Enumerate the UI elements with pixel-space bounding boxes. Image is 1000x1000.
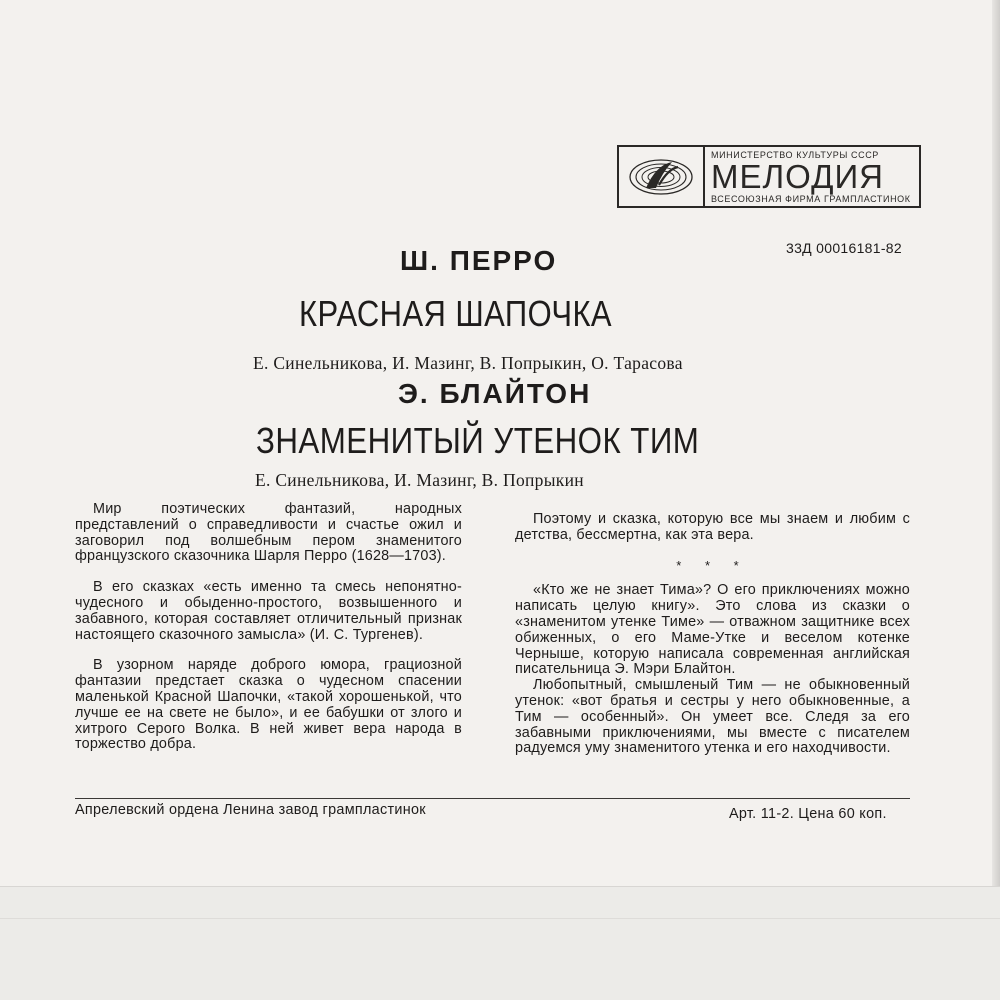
performers-work-2: Е. Синельникова, И. Мазинг, В. Попрыкин [255,470,584,490]
price-line: Арт. 11-2. Цена 60 коп. [729,806,887,822]
right-intro-paragraph: Поэтому и сказка, которую все мы знаем и любим с детства, бессмертна, как эта вера. [515,511,910,543]
sleeve-right-edge [992,0,1000,1000]
right-paragraph-1: «Кто же не знает Тима»? О его приключениях можно написать целую книгу». Это слова из сказки о «знаменитом утенке Тиме» — отважном защитнике всех обиженных, о его Маме-Утке и веселом котенке Черныше, которую написала современная английская писательница Э. Мэри Блайтон. [515,582,910,678]
melodiya-logo [617,145,921,208]
logo-brand-name: МЕЛОДИЯ [711,157,884,195]
melodiya-emblem-icon [619,147,705,206]
right-paragraph-2: Любопытный, смышленый Тим — не обыкновенный утенок: «вот братья и сестры у него обыкновенные, а Тим — особенный». Он умеет все. Следя за его забавными приключениями, мы вместе с писателем радуемся уму знаменитого утенка и его находчивости. [515,677,910,757]
melodiya-wordmark [705,147,919,206]
logo-ministry-line: МИНИСТЕРСТВО КУЛЬТУРЫ СССР [711,149,879,160]
performers-work-1: Е. Синельникова, И. Мазинг, В. Попрыкин, О. Тарасова [253,353,683,373]
sleeve-bottom-fold-line [0,918,1000,919]
left-paragraph-3: В узорном наряде доброго юмора, грациозной фантазии предстает сказка о чудесном спасении маленькой Красной Шапочки, «такой хорошенькой, что лучше ее на свете не было», и ее бабушки от злого и хитрого Серого Волка. В ней живет вера народа в торжество добра. [75,657,462,753]
left-paragraph-2: В его сказках «есть именно та смесь непонятно-чудесного и обыденно-простого, возвышенного и забавного, которая составляет отличительный признак настоящего сказочного замысла» (И. С. Тургенев). [75,579,462,643]
sleeve-bottom-flap [0,886,1000,1000]
author-perrault: Ш. ПЕРРО [400,245,558,276]
title-famous-duckling-tim: ЗНАМЕНИТЫЙ УТЕНОК ТИМ [256,420,700,461]
annotation-right-column [515,512,910,757]
annotation-left-column [75,502,462,753]
footer-divider [75,798,910,799]
title-red-riding-hood: КРАСНАЯ ШАПОЧКА [299,293,613,334]
author-blyton: Э. БЛАЙТОН [398,378,592,409]
section-separator: * * * [676,557,749,573]
catalog-number: 33Д 00016181-82 [786,240,902,256]
left-paragraph-1: Мир поэтических фантазий, народных представлений о справедливости и счастье ожил и заговорил под волшебным пером знаменитого французского сказочника Шарля Перро (1628—1703). [75,501,462,565]
logo-firm-line: ВСЕСОЮЗНАЯ ФИРМА ГРАМПЛАСТИНОК [711,193,911,204]
manufacturer-line: Апрелевский ордена Ленина завод грампластинок [75,802,426,818]
